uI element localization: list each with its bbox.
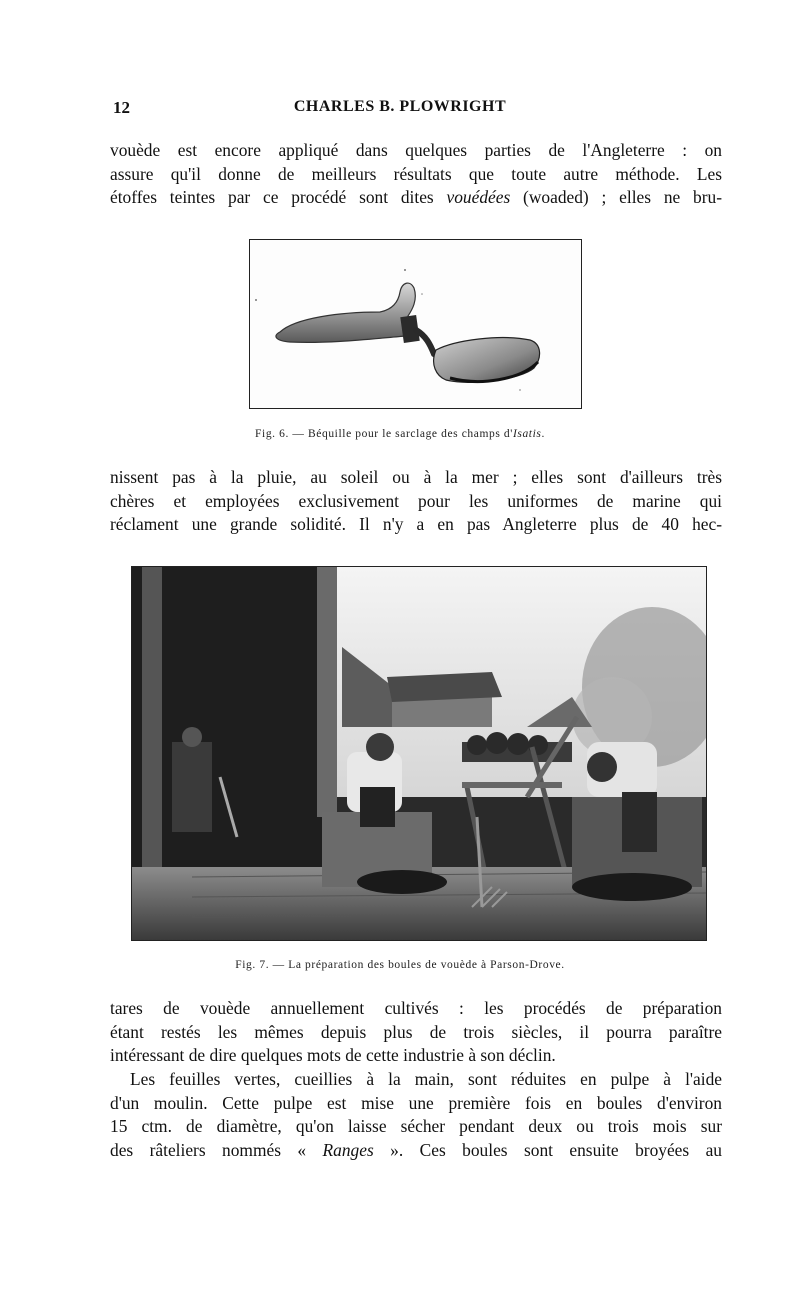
caption-label: Fig. 6. xyxy=(255,428,289,440)
workshop-photo xyxy=(132,567,706,940)
text-line: intéressant de dire quelques mots de cette industrie à son déclin. xyxy=(110,1045,556,1065)
text-line: tares de vouède annuellement cultivés : les procédés de préparation xyxy=(110,998,722,1018)
text-line: étant restés les mêmes depuis plus de trois siècles, il pourra paraître xyxy=(110,1021,722,1042)
italic-term: Ranges xyxy=(322,1139,374,1160)
text-line: vouède est encore appliqué dans quelques parties de l'Angleterre : on xyxy=(110,140,722,160)
text-line: chères et employées exclusivement pour les uniformes de marine qui xyxy=(110,490,722,511)
running-head: CHARLES B. PLOWRIGHT xyxy=(293,98,507,115)
text-segment: des râteliers nommés « xyxy=(110,1139,323,1160)
caption-label: Fig. 7. xyxy=(235,959,270,971)
text-line: d'un moulin. Cette pulpe est mise une première fois en boules d'environ xyxy=(110,1092,722,1113)
text-line: réclament une grande solidité. Il n'y a en pas Angleterre plus de 40 hec- xyxy=(110,514,722,534)
figure-6-caption xyxy=(0,428,800,440)
caption-suffix: . xyxy=(541,428,545,440)
text-segment: ». Ces boules sont ensuite broyées au xyxy=(373,1139,723,1160)
text-line: 15 ctm. de diamètre, qu'on laisse sécher pendant deux ou trois mois sur xyxy=(110,1116,722,1136)
figure-7-caption xyxy=(0,959,800,971)
text-line xyxy=(110,186,722,210)
hoe-illustration xyxy=(250,240,581,408)
text-line: Les feuilles vertes, cueillies à la main, sont réduites en pulpe à l'aide xyxy=(130,1069,722,1089)
text-line xyxy=(110,1139,722,1163)
figure-6-image xyxy=(249,239,582,409)
caption-italic: Isatis xyxy=(512,428,542,440)
text-segment: (woaded) ; elles ne bru- xyxy=(510,187,722,207)
text-segment: étoffes teintes par ce procédé sont dites xyxy=(110,187,447,207)
paragraph-2 xyxy=(110,466,722,537)
paragraph-4 xyxy=(110,1068,722,1162)
paragraph-1 xyxy=(110,139,722,210)
text-line: nissent pas à la pluie, au soleil ou à la mer ; elles sont d'ailleurs très xyxy=(110,467,722,487)
caption-text: — Béquille pour le sarclage des champs d' xyxy=(288,428,513,440)
figure-7-photo xyxy=(131,566,707,941)
paragraph-3 xyxy=(110,997,722,1068)
italic-term: vouédées xyxy=(446,187,511,207)
caption-text: — La préparation des boules de vouède à Parson-Drove. xyxy=(269,959,565,971)
text-line: assure qu'il donne de meilleurs résultats que toute autre méthode. Les xyxy=(110,163,722,184)
page-number: 12 xyxy=(113,98,130,117)
